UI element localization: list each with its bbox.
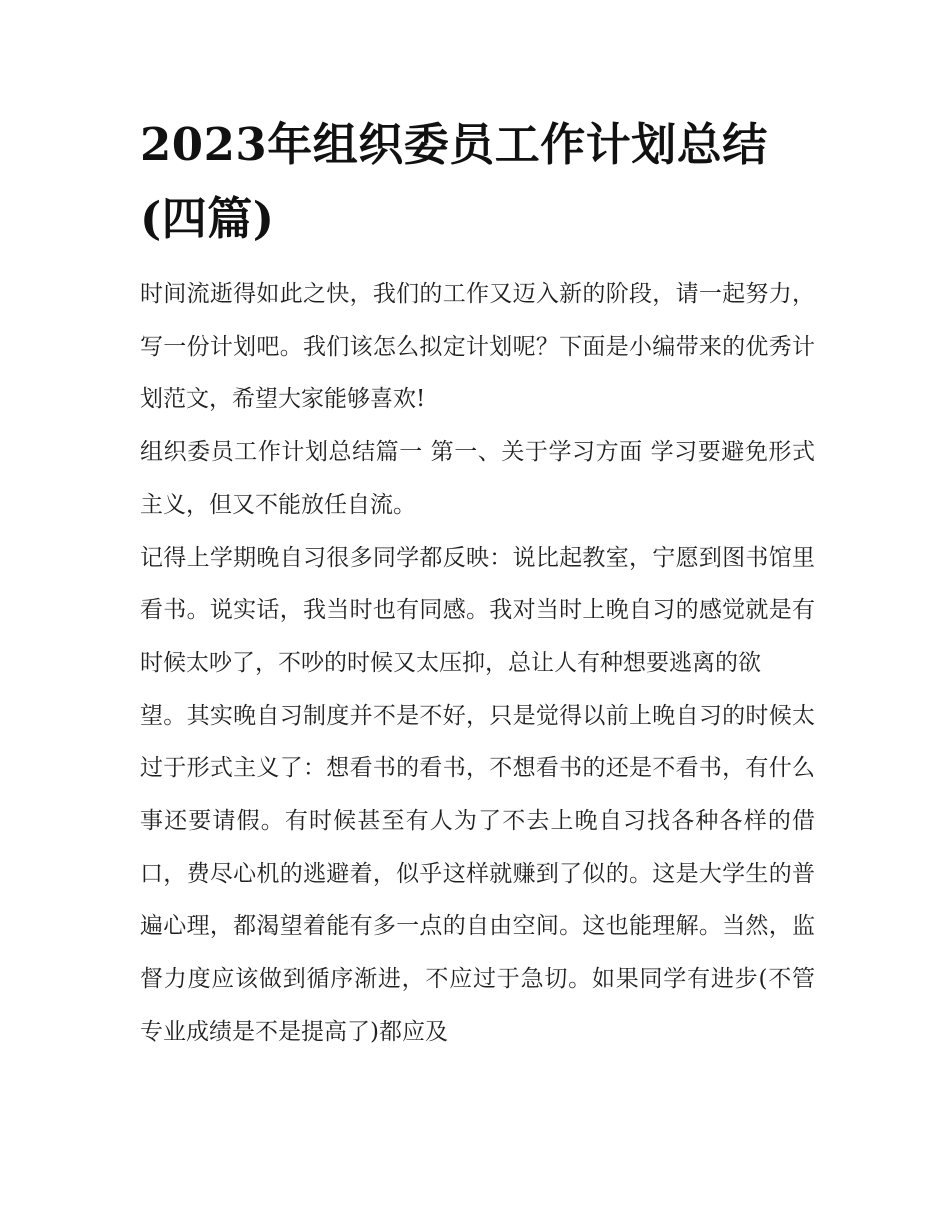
paragraph-intro: 时间流逝得如此之快，我们的工作又迈入新的阶段，请一起努力，写一份计划吧。我们该怎么拟定计划呢？下面是小编带来的优秀计划范文，希望大家能够喜欢! [140, 281, 815, 413]
paragraph-evening-study: 记得上学期晚自习很多同学都反映：说比起教室，宁愿到图书馆里看书。说实话，我当时也有同感。我对当时上晚自习的感觉就是有时候太吵了，不吵的时候又太压抑，总让人有种想要逃离的欲 [140, 544, 815, 676]
document-title: 2023年组织委员工作计划总结(四篇) [140, 118, 768, 245]
document-page [140, 108, 815, 1059]
document-body [140, 268, 815, 1059]
paragraph-formalism: 望。其实晚自习制度并不是不好，只是觉得以前上晚自习的时候太过于形式主义了：想看书的看书，不想看书的还是不看书，有什么事还要请假。有时候甚至有人为了不去上晚自习找各种各样的借口，费尽心机的逃避着，似乎这样就赚到了似的。这是大学生的普遍心理，都渴望着能有多一点的自由空间。这也能理解。当然，监督力度应该做到循序渐进，不应过于急切。如果同学有进步(不管专业成绩是不是提高了)都应及 [140, 702, 815, 1045]
paragraph-section-one: 组织委员工作计划总结篇一 第一、关于学习方面 学习要避免形式主义，但又不能放任自流。 [140, 439, 815, 518]
